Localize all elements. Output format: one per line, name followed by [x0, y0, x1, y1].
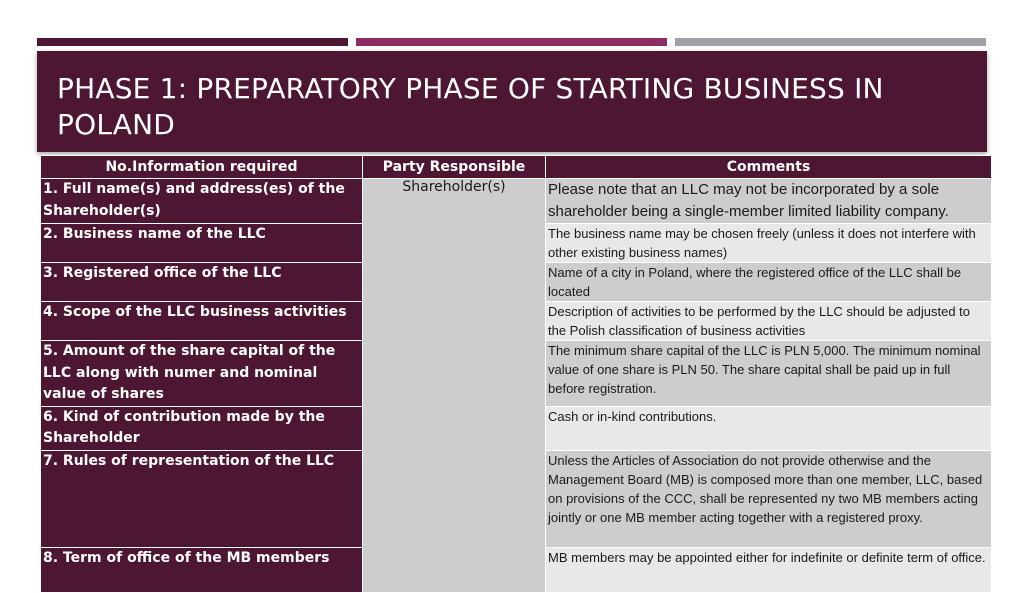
row-comment: Please note that an LLC may not be incorporated by a sole shareholder being a single-member limited liability company. — [546, 179, 992, 224]
row-comment: The minimum share capital of the LLC is PLN 5,000. The minimum nominal value of one share is PLN 50. The share capital shall be paid up in full before registration. — [546, 341, 992, 407]
title-banner — [37, 51, 987, 152]
row-information: 4. Scope of the LLC business activities — [41, 302, 363, 341]
row-comment: MB members may be appointed either for indefinite or definite term of office. — [546, 547, 992, 592]
row-information: 7. Rules of representation of the LLC — [41, 450, 363, 547]
row-information: 8. Term of office of the MB members — [41, 547, 363, 592]
row-information: 6. Kind of contribution made by the Shareholder — [41, 406, 363, 450]
row-information: 5. Amount of the share capital of the LLC along with numer and nominal value of shares — [41, 341, 363, 407]
row-information: 2. Business name of the LLC — [41, 224, 363, 263]
table-row — [41, 179, 992, 224]
slide-title: PHASE 1: PREPARATORY PHASE OF STARTING BUSINESS IN POLAND — [57, 72, 884, 141]
row-information: 3. Registered office of the LLC — [41, 263, 363, 302]
row-information: 1. Full name(s) and address(es) of the Shareholder(s) — [41, 179, 363, 224]
party-responsible-cell: Shareholder(s) — [363, 179, 546, 593]
header-party-responsible: Party Responsible — [363, 156, 546, 179]
row-comment: The business name may be chosen freely (unless it does not interfere with other existing business names) — [546, 224, 992, 263]
row-comment: Cash or in-kind contributions. — [546, 406, 992, 450]
row-comment: Description of activities to be performed by the LLC should be adjusted to the Polish classification of business activities — [546, 302, 992, 341]
header-information-required: No.Information required — [41, 156, 363, 179]
row-comment: Name of a city in Poland, where the registered office of the LLC shall be located — [546, 263, 992, 302]
accent-bar-left — [37, 38, 348, 46]
row-comment: Unless the Articles of Association do not provide otherwise and the Management Board (MB) is composed more than one member, LLC, based on provisions of the CCC, shall be represented ny two MB members acting jointly or one MB member acting together with a registered proxy. — [546, 450, 992, 547]
header-comments: Comments — [546, 156, 992, 179]
requirements-table — [40, 155, 992, 593]
accent-bar-right — [675, 38, 986, 46]
accent-bar-middle — [356, 38, 667, 46]
table-header-row — [41, 156, 992, 179]
